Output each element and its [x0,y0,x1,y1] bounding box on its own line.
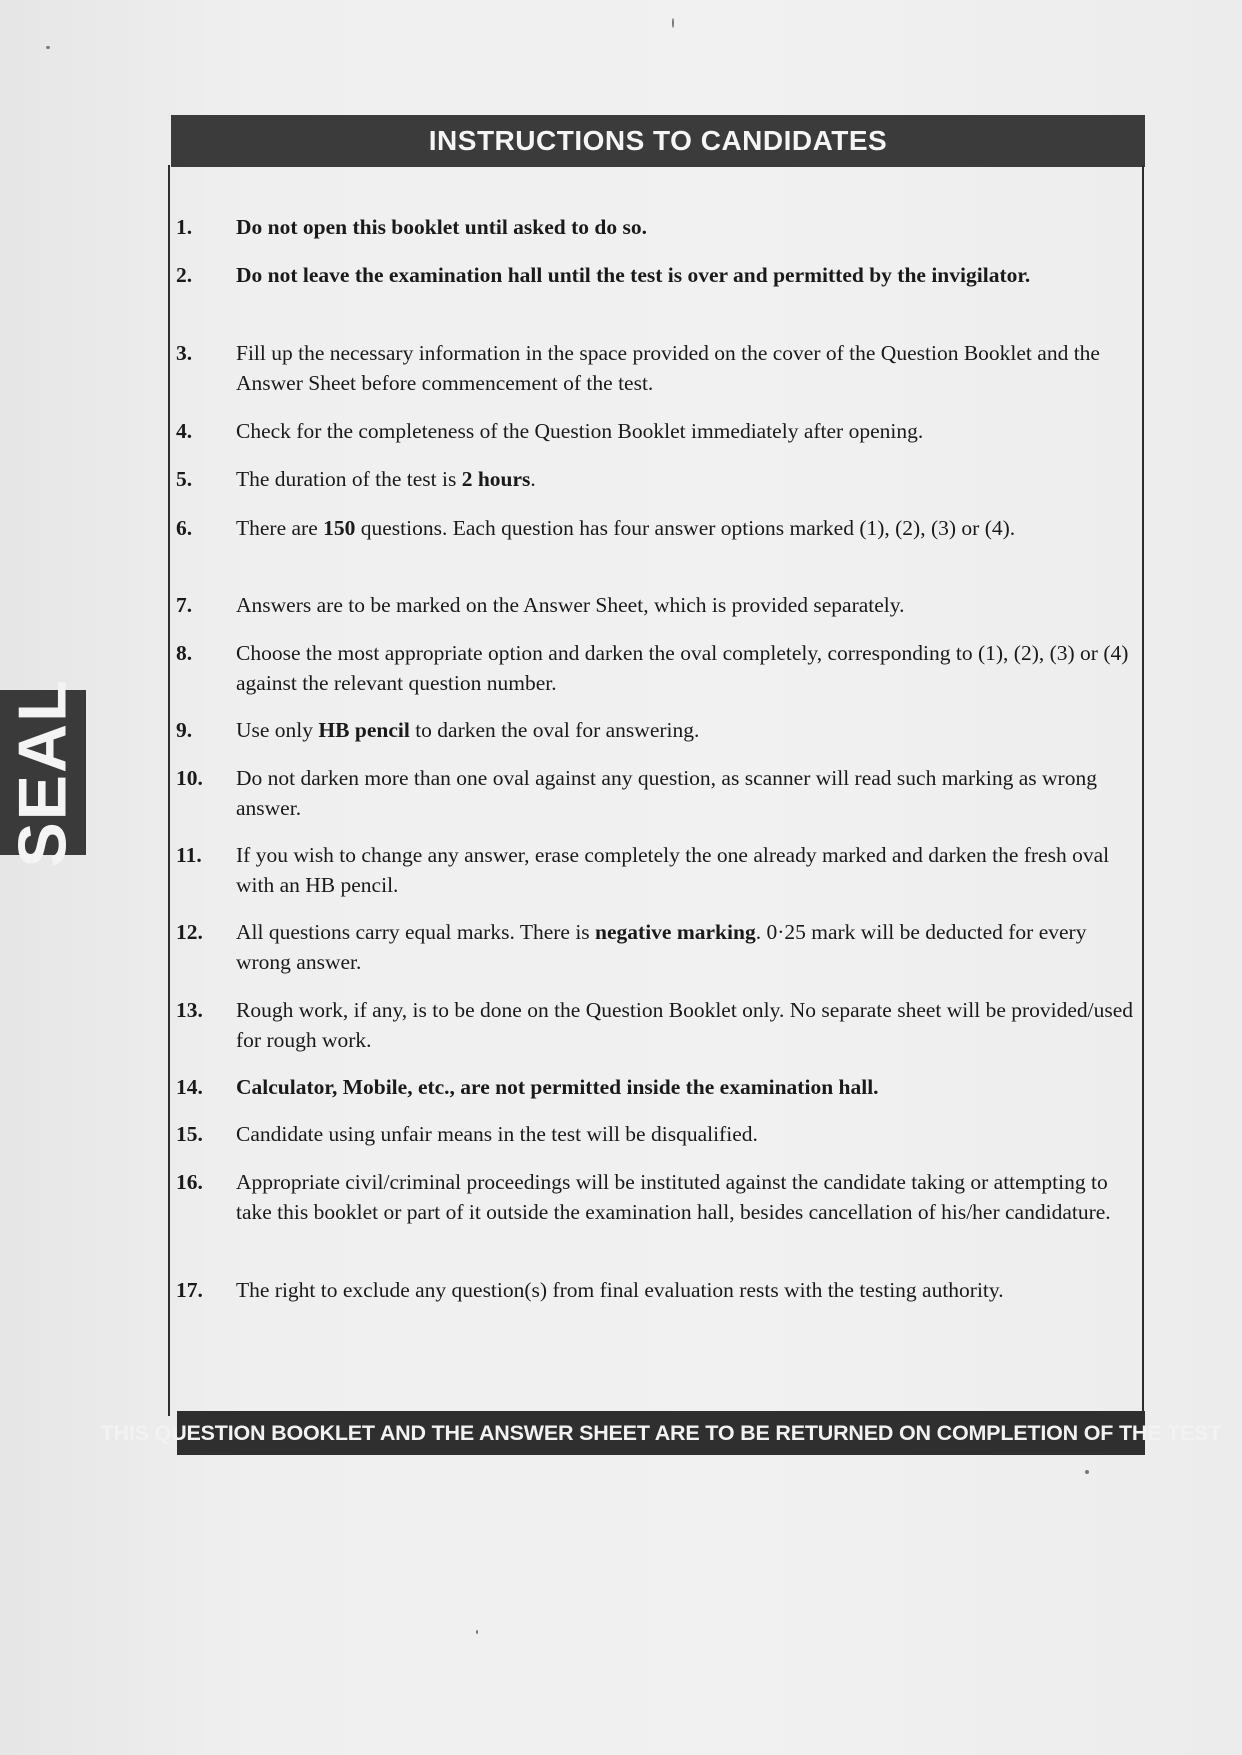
instruction-number: 2. [176,263,193,287]
instruction-text: Choose the most appropriate option and darken the oval completely, corresponding to (1), (2), (3) or (4) against the relevant question number. [236,641,1129,695]
instruction-number: 3. [176,341,193,365]
instruction-number: 10. [176,766,203,790]
instruction-item [176,338,1140,398]
instruction-item [176,1072,1140,1102]
instruction-text: Do not leave the examination hall until the test is over and permitted by the invigilator. [236,263,1031,287]
instruction-text: Appropriate civil/criminal proceedings will be instituted against the candidate taking or attempting to take this booklet or part of it outside the examination hall, besides cancellation of his/her candidature. [236,1170,1111,1224]
instruction-text: Candidate using unfair means in the test will be disqualified. [236,1122,758,1146]
return-notice-text: THIS QUESTION BOOKLET AND THE ANSWER SHEET ARE TO BE RETURNED ON COMPLETION OF THE TEST [100,1420,1222,1445]
seal-label: SEAL [5,677,82,868]
emphasis: negative marking [595,920,756,944]
instruction-number: 8. [176,641,193,665]
instruction-text: Calculator, Mobile, etc., are not permitted inside the examination hall. [236,1075,879,1099]
instruction-number: 9. [176,718,193,742]
instruction-item [176,638,1140,698]
instruction-item [176,1275,1140,1305]
return-notice-banner [100,1411,1222,1455]
instruction-text: The right to exclude any question(s) from final evaluation rests with the testing authority. [236,1278,1004,1302]
instruction-number: 12. [176,920,203,944]
instruction-text: Fill up the necessary information in the space provided on the cover of the Question Booklet and the Answer Sheet before commencement of the test. [236,341,1100,395]
instruction-item [176,590,1140,620]
page-title: INSTRUCTIONS TO CANDIDATES [428,125,888,156]
instruction-text: Answers are to be marked on the Answer Sheet, which is provided separately. [236,593,905,617]
instruction-text: Use only HB pencil to darken the oval for answering. [236,718,700,742]
instruction-item [176,1167,1140,1227]
instruction-text: Rough work, if any, is to be done on the Question Booklet only. No separate sheet will be provided/used for rough work. [236,998,1134,1052]
scan-speck [1085,1470,1089,1474]
instruction-number: 15. [176,1122,203,1146]
instruction-item [176,840,1140,900]
emphasis: 150 [323,516,356,540]
instruction-item [176,763,1140,823]
instruction-item [176,464,1140,494]
instruction-number: 4. [176,419,193,443]
instruction-number: 1. [176,215,193,239]
instruction-number: 16. [176,1170,203,1194]
instruction-text: The duration of the test is 2 hours. [236,467,536,491]
instruction-item [176,260,1140,290]
instruction-text: Do not darken more than one oval against any question, as scanner will read such marking as wrong answer. [236,766,1097,820]
instruction-number: 11. [176,843,202,867]
instruction-text: All questions carry equal marks. There is negative marking. 0·25 mark will be deducted for every wrong answer. [236,920,1087,974]
instruction-item [176,995,1140,1055]
emphasis: HB pencil [318,718,410,742]
instruction-text: If you wish to change any answer, erase completely the one already marked and darken the fresh oval with an HB pencil. [236,843,1110,897]
instruction-item [176,1119,1140,1149]
instruction-text: There are 150 questions. Each question has four answer options marked (1), (2), (3) or (4). [236,516,1016,540]
instruction-number: 5. [176,467,193,491]
instruction-number: 6. [176,516,193,540]
seal-strip [0,677,86,868]
instruction-number: 13. [176,998,203,1022]
instruction-item [176,416,1140,446]
instruction-number: 17. [176,1278,203,1302]
scan-speck [476,1630,478,1634]
emphasis: 2 hours [461,467,531,491]
instruction-text: Check for the completeness of the Question Booklet immediately after opening. [236,419,924,443]
instruction-number: 14. [176,1075,203,1099]
instruction-text: Do not open this booklet until asked to do so. [236,215,647,239]
instructions-header [171,115,1145,167]
scan-speck [672,18,674,28]
scan-speck [46,46,50,49]
instruction-item [176,715,1140,745]
instruction-item [176,513,1140,543]
instruction-item [176,212,1140,242]
instruction-item [176,917,1140,977]
instruction-number: 7. [176,593,193,617]
